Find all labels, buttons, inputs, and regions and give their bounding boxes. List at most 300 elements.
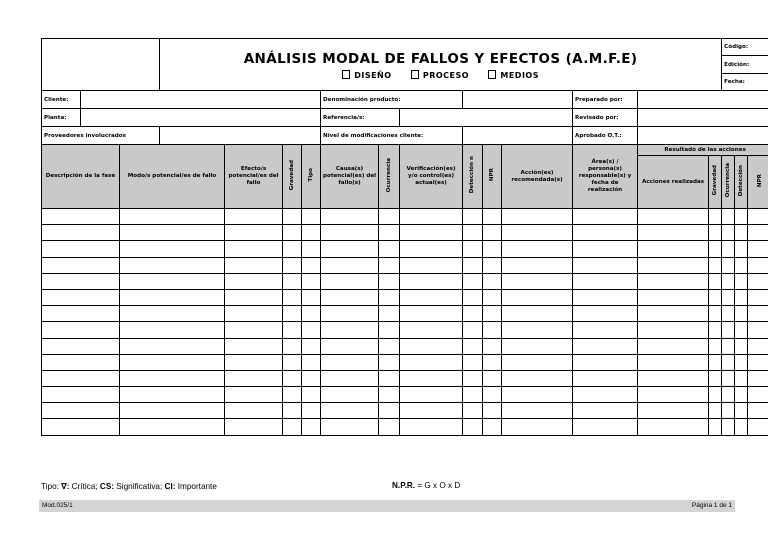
table-cell[interactable] — [709, 209, 722, 225]
table-cell[interactable] — [225, 241, 283, 257]
table-cell[interactable] — [735, 370, 748, 386]
table-cell[interactable] — [735, 322, 748, 338]
title-block — [160, 39, 722, 91]
table-cell[interactable] — [283, 273, 302, 289]
col-verificacion: Verificación(es) y/o control(es) actual(es) — [400, 145, 463, 209]
table-cell[interactable] — [722, 273, 735, 289]
table-cell[interactable] — [225, 387, 283, 403]
col-resultado: Resultado de las acciones — [638, 145, 768, 156]
table-cell[interactable] — [400, 225, 463, 241]
table-cell[interactable] — [709, 387, 722, 403]
table-cell[interactable] — [573, 306, 638, 322]
table-cell[interactable] — [735, 273, 748, 289]
table-cell[interactable] — [379, 241, 400, 257]
checkbox-icon[interactable] — [342, 70, 350, 79]
table-cell[interactable] — [722, 354, 735, 370]
table-cell[interactable] — [502, 419, 573, 435]
amfe-form — [41, 38, 763, 460]
table-cell[interactable] — [483, 257, 502, 273]
table-cell[interactable] — [748, 273, 768, 289]
table-cell[interactable] — [573, 225, 638, 241]
table-cell[interactable] — [463, 306, 483, 322]
form-title: ANÁLISIS MODAL DE FALLOS Y EFECTOS (A.M.F.E) — [243, 51, 638, 67]
table-cell[interactable] — [463, 338, 483, 354]
table-cell[interactable] — [283, 322, 302, 338]
table-cell[interactable] — [225, 322, 283, 338]
table-cell[interactable] — [709, 338, 722, 354]
table-cell[interactable] — [463, 273, 483, 289]
col-gravedad: Gravedad — [283, 145, 302, 209]
planta-input[interactable] — [81, 109, 321, 127]
table-cell[interactable] — [502, 354, 573, 370]
table-cell[interactable] — [283, 370, 302, 386]
table-cell[interactable] — [120, 370, 225, 386]
table-cell[interactable] — [573, 338, 638, 354]
col-area: Área(s) / persona(s) responsable(s) y fecha de realización — [573, 145, 638, 209]
table-cell[interactable] — [42, 306, 120, 322]
table-cell[interactable] — [502, 338, 573, 354]
table-cell[interactable] — [400, 338, 463, 354]
col-r-npr: NPR — [748, 156, 768, 209]
col-causa: Causa(s) potencial(es) del fallo(s) — [321, 145, 379, 209]
table-cell[interactable] — [225, 225, 283, 241]
table-cell[interactable] — [735, 257, 748, 273]
table-cell[interactable] — [722, 403, 735, 419]
table-cell[interactable] — [502, 387, 573, 403]
table-cell[interactable] — [321, 306, 379, 322]
table-cell[interactable] — [722, 209, 735, 225]
table-cell[interactable] — [638, 370, 709, 386]
table-cell[interactable] — [379, 306, 400, 322]
table-cell[interactable] — [321, 209, 379, 225]
col-modo: Modo/s potencial/es de fallo — [120, 145, 225, 209]
table-cell[interactable] — [302, 403, 321, 419]
table-cell[interactable] — [709, 289, 722, 305]
table-cell[interactable] — [302, 225, 321, 241]
table-cell[interactable] — [225, 306, 283, 322]
table-cell[interactable] — [722, 419, 735, 435]
col-deteccion: Detección n — [463, 145, 483, 209]
npr-formula: N.P.R. = G x O x D — [392, 481, 461, 490]
table-cell[interactable] — [120, 403, 225, 419]
col-ocurrencia: Ocurrencia — [379, 145, 400, 209]
table-cell[interactable] — [502, 403, 573, 419]
table-cell[interactable] — [321, 370, 379, 386]
table-cell[interactable] — [321, 241, 379, 257]
table-row — [42, 241, 768, 257]
table-cell[interactable] — [302, 419, 321, 435]
table-cell[interactable] — [463, 289, 483, 305]
table-cell[interactable] — [379, 338, 400, 354]
table-cell[interactable] — [379, 370, 400, 386]
table-cell[interactable] — [379, 289, 400, 305]
table-cell[interactable] — [302, 241, 321, 257]
table-cell[interactable] — [722, 306, 735, 322]
table-cell[interactable] — [400, 257, 463, 273]
table-cell[interactable] — [735, 241, 748, 257]
table-cell[interactable] — [283, 354, 302, 370]
table-cell[interactable] — [400, 241, 463, 257]
aprobado-label: Aprobado O.T.: — [573, 127, 638, 145]
table-cell[interactable] — [709, 273, 722, 289]
table-cell[interactable] — [400, 289, 463, 305]
table-cell[interactable] — [748, 370, 768, 386]
table-cell[interactable] — [321, 354, 379, 370]
table-cell[interactable] — [400, 387, 463, 403]
table-cell[interactable] — [400, 273, 463, 289]
table-cell[interactable] — [735, 338, 748, 354]
table-cell[interactable] — [321, 289, 379, 305]
table-cell[interactable] — [638, 306, 709, 322]
table-cell[interactable] — [502, 322, 573, 338]
table-cell[interactable] — [400, 403, 463, 419]
table-cell[interactable] — [120, 354, 225, 370]
table-cell[interactable] — [42, 241, 120, 257]
table-cell[interactable] — [748, 209, 768, 225]
table-cell[interactable] — [302, 387, 321, 403]
table-cell[interactable] — [709, 241, 722, 257]
aprobado-input[interactable] — [638, 127, 768, 145]
table-cell[interactable] — [120, 306, 225, 322]
tipo-legend: Tipo: ∇: Crítica; CS: Significativa; CI: Importante — [41, 482, 217, 491]
table-cell[interactable] — [42, 387, 120, 403]
table-cell[interactable] — [225, 257, 283, 273]
nivel-input[interactable] — [463, 127, 573, 145]
planta-label: Planta: — [42, 109, 81, 127]
table-cell[interactable] — [283, 387, 302, 403]
table-cell[interactable] — [638, 419, 709, 435]
fecha-field[interactable]: Fecha: — [722, 74, 768, 91]
table-cell[interactable] — [735, 289, 748, 305]
table-cell[interactable] — [573, 209, 638, 225]
table-cell[interactable] — [42, 354, 120, 370]
table-cell[interactable] — [120, 387, 225, 403]
col-npr: NPR — [483, 145, 502, 209]
table-cell[interactable] — [483, 289, 502, 305]
table-cell[interactable] — [42, 403, 120, 419]
table-cell[interactable] — [379, 387, 400, 403]
table-cell[interactable] — [463, 370, 483, 386]
table-cell[interactable] — [502, 241, 573, 257]
table-cell[interactable] — [379, 354, 400, 370]
table-cell[interactable] — [42, 322, 120, 338]
table-cell[interactable] — [302, 273, 321, 289]
table-cell[interactable] — [722, 225, 735, 241]
table-cell[interactable] — [502, 257, 573, 273]
table-cell[interactable] — [709, 322, 722, 338]
table-cell[interactable] — [748, 241, 768, 257]
table-cell[interactable] — [379, 225, 400, 241]
table-cell[interactable] — [638, 354, 709, 370]
table-cell[interactable] — [638, 338, 709, 354]
table-cell[interactable] — [748, 289, 768, 305]
table-cell[interactable] — [502, 289, 573, 305]
table-cell[interactable] — [283, 306, 302, 322]
table-cell[interactable] — [463, 257, 483, 273]
table-cell[interactable] — [735, 209, 748, 225]
table-row — [42, 370, 768, 386]
table-cell[interactable] — [283, 209, 302, 225]
table-row — [42, 209, 768, 225]
preparado-label: Preparado por: — [573, 91, 638, 109]
referencia-input[interactable] — [400, 109, 573, 127]
table-cell[interactable] — [42, 225, 120, 241]
table-cell[interactable] — [400, 306, 463, 322]
table-cell[interactable] — [225, 403, 283, 419]
table-cell[interactable] — [722, 289, 735, 305]
edicion-field[interactable]: Edición: — [722, 56, 768, 74]
table-cell[interactable] — [225, 209, 283, 225]
table-row — [42, 257, 768, 273]
table-cell[interactable] — [120, 241, 225, 257]
table-cell[interactable] — [321, 225, 379, 241]
table-cell[interactable] — [225, 289, 283, 305]
col-accion: Acción(es) recomendada(s) — [502, 145, 573, 209]
table-cell[interactable] — [722, 370, 735, 386]
table-cell[interactable] — [302, 257, 321, 273]
table-cell[interactable] — [120, 225, 225, 241]
table-cell[interactable] — [748, 419, 768, 435]
table-cell[interactable] — [748, 225, 768, 241]
table-cell[interactable] — [42, 257, 120, 273]
table-cell[interactable] — [502, 225, 573, 241]
table-cell[interactable] — [283, 289, 302, 305]
preparado-input[interactable] — [638, 91, 768, 109]
table-cell[interactable] — [573, 322, 638, 338]
table-body — [42, 209, 768, 436]
table-cell[interactable] — [483, 419, 502, 435]
table-cell[interactable] — [748, 257, 768, 273]
table-cell[interactable] — [483, 209, 502, 225]
table-cell[interactable] — [120, 338, 225, 354]
table-cell[interactable] — [722, 257, 735, 273]
table-cell[interactable] — [283, 257, 302, 273]
table-cell[interactable] — [638, 289, 709, 305]
table-cell[interactable] — [573, 403, 638, 419]
table-cell[interactable] — [400, 419, 463, 435]
table-cell[interactable] — [120, 322, 225, 338]
table-cell[interactable] — [42, 209, 120, 225]
nivel-label: Nivel de modificaciones cliente: — [321, 127, 463, 145]
table-cell[interactable] — [463, 403, 483, 419]
table-cell[interactable] — [573, 257, 638, 273]
col-r-deteccion: Detección — [735, 156, 748, 209]
table-cell[interactable] — [573, 273, 638, 289]
table-cell[interactable] — [120, 209, 225, 225]
table-row — [42, 306, 768, 322]
table-cell[interactable] — [573, 387, 638, 403]
table-cell[interactable] — [463, 225, 483, 241]
option-medios[interactable]: MEDIOS — [488, 70, 539, 80]
table-cell[interactable] — [225, 338, 283, 354]
table-cell[interactable] — [483, 354, 502, 370]
table-cell[interactable] — [225, 419, 283, 435]
table-cell[interactable] — [400, 354, 463, 370]
table-row — [42, 338, 768, 354]
table-cell[interactable] — [638, 273, 709, 289]
codigo-field[interactable]: Código: — [722, 39, 768, 56]
table-cell[interactable] — [735, 403, 748, 419]
table-cell[interactable] — [42, 289, 120, 305]
table-cell[interactable] — [379, 419, 400, 435]
table-cell[interactable] — [483, 370, 502, 386]
table-cell[interactable] — [748, 354, 768, 370]
table-cell[interactable] — [463, 322, 483, 338]
table-cell[interactable] — [502, 370, 573, 386]
table-cell[interactable] — [722, 338, 735, 354]
table-cell[interactable] — [283, 225, 302, 241]
table-cell[interactable] — [483, 403, 502, 419]
table-cell[interactable] — [120, 419, 225, 435]
table-cell[interactable] — [709, 257, 722, 273]
table-cell[interactable] — [638, 403, 709, 419]
table-cell[interactable] — [42, 419, 120, 435]
table-cell[interactable] — [709, 225, 722, 241]
table-cell[interactable] — [573, 419, 638, 435]
table-cell[interactable] — [709, 306, 722, 322]
table-cell[interactable] — [379, 209, 400, 225]
table-cell[interactable] — [283, 241, 302, 257]
table-cell[interactable] — [42, 273, 120, 289]
table-cell[interactable] — [735, 387, 748, 403]
table-cell[interactable] — [748, 403, 768, 419]
denominacion-label: Denominación producto: — [321, 91, 463, 109]
table-cell[interactable] — [321, 338, 379, 354]
table-cell[interactable] — [463, 354, 483, 370]
table-cell[interactable] — [321, 387, 379, 403]
table-cell[interactable] — [400, 322, 463, 338]
table-cell[interactable] — [225, 354, 283, 370]
revisado-input[interactable] — [638, 109, 768, 127]
table-cell[interactable] — [379, 273, 400, 289]
table-cell[interactable] — [302, 209, 321, 225]
footer-bar — [39, 500, 735, 512]
amfe-table — [41, 38, 768, 436]
denominacion-input[interactable] — [463, 91, 573, 109]
table-row — [42, 289, 768, 305]
table-cell[interactable] — [483, 322, 502, 338]
table-row — [42, 322, 768, 338]
col-efecto: Efecto/s potencial/es del fallo — [225, 145, 283, 209]
table-cell[interactable] — [400, 209, 463, 225]
table-cell[interactable] — [638, 257, 709, 273]
proveedores-label: Proveedores involucrados — [42, 127, 160, 145]
table-cell[interactable] — [748, 387, 768, 403]
table-cell[interactable] — [502, 209, 573, 225]
table-row — [42, 225, 768, 241]
table-cell[interactable] — [225, 370, 283, 386]
table-cell[interactable] — [283, 419, 302, 435]
table-cell[interactable] — [321, 419, 379, 435]
table-cell[interactable] — [302, 354, 321, 370]
table-cell[interactable] — [283, 403, 302, 419]
table-cell[interactable] — [120, 257, 225, 273]
table-cell[interactable] — [722, 387, 735, 403]
table-cell[interactable] — [709, 419, 722, 435]
col-acciones-realizadas: Acciones realizadas — [638, 156, 709, 209]
table-cell[interactable] — [283, 338, 302, 354]
table-cell[interactable] — [483, 273, 502, 289]
table-cell[interactable] — [735, 225, 748, 241]
table-cell[interactable] — [638, 209, 709, 225]
table-cell[interactable] — [709, 370, 722, 386]
table-cell[interactable] — [302, 338, 321, 354]
table-cell[interactable] — [483, 306, 502, 322]
table-cell[interactable] — [120, 273, 225, 289]
table-cell[interactable] — [42, 370, 120, 386]
table-cell[interactable] — [735, 306, 748, 322]
table-cell[interactable] — [302, 306, 321, 322]
table-cell[interactable] — [502, 306, 573, 322]
table-cell[interactable] — [302, 289, 321, 305]
table-cell[interactable] — [463, 241, 483, 257]
table-row — [42, 419, 768, 435]
checkbox-icon[interactable] — [411, 70, 419, 79]
table-cell[interactable] — [722, 322, 735, 338]
table-cell[interactable] — [748, 322, 768, 338]
table-cell[interactable] — [638, 241, 709, 257]
table-cell[interactable] — [735, 419, 748, 435]
table-cell[interactable] — [225, 273, 283, 289]
checkbox-icon[interactable] — [488, 70, 496, 79]
table-cell[interactable] — [379, 322, 400, 338]
table-cell[interactable] — [463, 209, 483, 225]
table-cell[interactable] — [638, 387, 709, 403]
table-cell[interactable] — [379, 257, 400, 273]
table-cell[interactable] — [120, 289, 225, 305]
table-cell[interactable] — [573, 354, 638, 370]
table-cell[interactable] — [483, 225, 502, 241]
table-cell[interactable] — [463, 419, 483, 435]
table-cell[interactable] — [42, 338, 120, 354]
table-cell[interactable] — [748, 338, 768, 354]
table-cell[interactable] — [321, 322, 379, 338]
table-cell[interactable] — [735, 354, 748, 370]
option-proceso[interactable]: PROCESO — [411, 70, 469, 80]
table-cell[interactable] — [748, 306, 768, 322]
table-row — [42, 354, 768, 370]
table-cell[interactable] — [321, 273, 379, 289]
table-cell[interactable] — [483, 338, 502, 354]
table-cell[interactable] — [302, 370, 321, 386]
table-cell[interactable] — [483, 241, 502, 257]
cliente-input[interactable] — [81, 91, 321, 109]
table-cell[interactable] — [321, 403, 379, 419]
col-r-gravedad: Gravedad — [709, 156, 722, 209]
table-cell[interactable] — [573, 241, 638, 257]
cliente-label: Cliente: — [42, 91, 81, 109]
table-cell[interactable] — [709, 403, 722, 419]
table-cell[interactable] — [379, 403, 400, 419]
table-cell[interactable] — [573, 370, 638, 386]
table-cell[interactable] — [638, 225, 709, 241]
table-cell[interactable] — [709, 354, 722, 370]
option-diseno[interactable]: DISEÑO — [342, 70, 391, 80]
table-cell[interactable] — [573, 289, 638, 305]
table-cell[interactable] — [400, 370, 463, 386]
table-cell[interactable] — [722, 241, 735, 257]
table-cell[interactable] — [302, 322, 321, 338]
table-cell[interactable] — [483, 387, 502, 403]
table-cell[interactable] — [321, 257, 379, 273]
logo-area — [42, 39, 160, 91]
table-cell[interactable] — [463, 387, 483, 403]
table-cell[interactable] — [638, 322, 709, 338]
table-row — [42, 387, 768, 403]
table-cell[interactable] — [502, 273, 573, 289]
table-row — [42, 403, 768, 419]
proveedores-input[interactable] — [160, 127, 321, 145]
